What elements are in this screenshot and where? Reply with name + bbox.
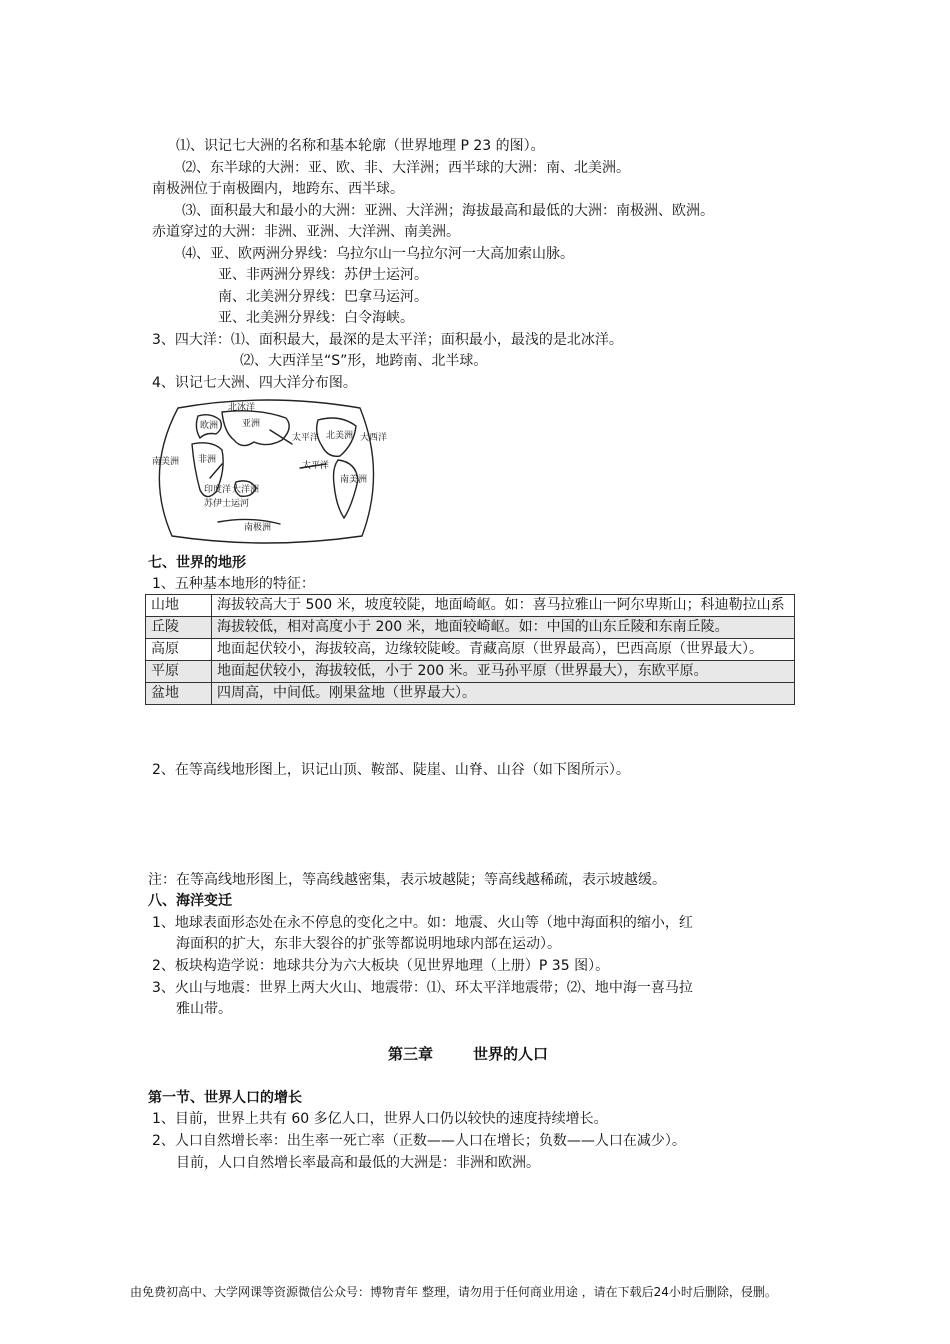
terrain-name: 高原 bbox=[146, 639, 212, 661]
map-arrow-1 bbox=[270, 430, 292, 444]
continent-line-6: ⑷、亚、欧两洲分界线：乌拉尔山一乌拉尔河一大高加索山脉。 bbox=[182, 246, 574, 262]
ocean-change-line-3b: 雅山带。 bbox=[176, 1001, 232, 1017]
contour-note: 注：在等高线地形图上，等高线越密集，表示坡越陡；等高线越稀疏，表示坡越缓。 bbox=[148, 872, 666, 888]
terrain-table bbox=[145, 594, 795, 705]
map-label-antarctica: 南极洲 bbox=[244, 523, 272, 533]
chapter-name: 世界的人口 bbox=[473, 1045, 549, 1063]
chapter-title bbox=[388, 1044, 548, 1064]
continent-line-1: ⑴、识记七大洲的名称和基本轮廓（世界地理 P 23 的图）。 bbox=[176, 138, 545, 154]
terrain-row bbox=[146, 661, 795, 683]
terrain-row bbox=[146, 617, 795, 639]
terrain-desc: 地面起伏较小，海拔较低，小于 200 米。亚马孙平原（世界最大），东欧平原。 bbox=[212, 661, 795, 683]
terrain-desc: 海拔较低，相对高度小于 200 米，地面较崎岖。如：中国的山东丘陵和东南丘陵。 bbox=[212, 617, 795, 639]
map-arrow-3 bbox=[210, 464, 222, 478]
footer-note: 由免费初高中、大学网课等资源微信公众号：博物青年 整理，请勿用于任何商业用途 ，请在下载后24小时后删除，侵删。 bbox=[130, 1285, 777, 1299]
map-label-south-america: 南美洲 bbox=[340, 475, 368, 485]
map-label-north-america: 北美洲 bbox=[326, 431, 354, 441]
ocean-change-line-1: 1、地球表面形态处在永不停息的变化之中。如：地震、火山等（地中海面积的缩小，红 bbox=[152, 915, 693, 931]
contour-line: 2、在等高线地形图上，识记山顶、鞍部、陡崖、山脊、山谷（如下图所示）。 bbox=[152, 762, 630, 778]
map-label-africa: 非洲 bbox=[198, 455, 217, 465]
ocean-change-line-3: 3、火山与地震：世界上两大火山、地震带：⑴、环太平洋地震带；⑵、地中海一喜马拉 bbox=[152, 980, 693, 996]
map-southamerica-outline bbox=[334, 460, 359, 518]
continent-line-9: 亚、北美洲分界线：白令海峡。 bbox=[218, 310, 414, 326]
terrain-desc: 海拔较高大于 500 米，坡度较陡，地面崎岖。如：喜马拉雅山一阿尔卑斯山；科迪勒拉山系 bbox=[212, 595, 795, 617]
map-label-arctic: 北冰洋 bbox=[228, 403, 256, 413]
terrain-desc: 地面起伏较小，海拔较高，边缘较陡峻。青藏高原（世界最高），巴西高原（世界最大）。 bbox=[212, 639, 795, 661]
terrain-name: 盆地 bbox=[146, 683, 212, 705]
map-label-south-america-left: 南美洲 bbox=[152, 457, 180, 467]
ocean-change-heading: 八、海洋变迁 bbox=[148, 893, 232, 909]
terrain-intro: 1、五种基本地形的特征： bbox=[152, 576, 315, 592]
terrain-row bbox=[146, 639, 795, 661]
continent-line-5: 赤道穿过的大洲：非洲、亚洲、大洋洲、南美洲。 bbox=[152, 224, 460, 240]
map-label-indian: 印度洋 bbox=[204, 485, 232, 495]
map-label-pacific: 太平洋 bbox=[292, 433, 320, 443]
chapter-number: 第三章 bbox=[388, 1045, 434, 1063]
terrain-heading: 七、世界的地形 bbox=[148, 555, 246, 571]
ocean-change-line-2: 2、板块构造学说：地球共分为六大板块（见世界地理（上册）P 35 图）。 bbox=[152, 958, 610, 974]
terrain-desc: 四周高，中间低。刚果盆地（世界最大）。 bbox=[212, 683, 795, 705]
map-label-suez: 苏伊士运河 bbox=[204, 499, 250, 509]
ocean-change-line-1b: 海面积的扩大，东非大裂谷的扩张等都说明地球内部在运动）。 bbox=[176, 936, 561, 952]
map-label-europe: 欧洲 bbox=[200, 421, 219, 431]
terrain-row bbox=[146, 683, 795, 705]
ocean-line-2: ⑵、大西洋呈“S”形，地跨南、北半球。 bbox=[240, 353, 488, 369]
continent-line-3: 南极洲位于南极圈内，地跨东、西半球。 bbox=[152, 181, 404, 197]
continent-line-7: 亚、非两洲分界线：苏伊士运河。 bbox=[218, 267, 428, 283]
continent-line-2: ⑵、东半球的大洲：亚、欧、非、大洋洲；西半球的大洲：南、北美洲。 bbox=[182, 160, 630, 176]
terrain-name: 山地 bbox=[146, 595, 212, 617]
terrain-row bbox=[146, 595, 795, 617]
terrain-name: 平原 bbox=[146, 661, 212, 683]
population-line-3: 目前，人口自然增长率最高和最低的大洲是：非洲和欧洲。 bbox=[176, 1155, 540, 1171]
ocean-line-3: 4、识记七大洲、四大洋分布图。 bbox=[152, 375, 357, 391]
map-label-pacific-right: 太平洋 bbox=[302, 461, 330, 471]
population-line-2: 2、人口自然增长率：出生率一死亡率（正数——人口在增长；负数——人口在减少）。 bbox=[152, 1133, 686, 1149]
continent-line-4: ⑶、面积最大和最小的大洲：亚洲、大洋洲；海拔最高和最低的大洲：南极洲、欧洲。 bbox=[182, 203, 714, 219]
world-map-sketch bbox=[150, 398, 388, 546]
population-heading: 第一节、世界人口的增长 bbox=[148, 1090, 302, 1106]
population-line-1: 1、目前，世界上共有 60 多亿人口，世界人口仍以较快的速度持续增长。 bbox=[152, 1111, 608, 1127]
map-label-oceania: 大洋洲 bbox=[232, 485, 260, 495]
terrain-name: 丘陵 bbox=[146, 617, 212, 639]
map-label-asia: 亚洲 bbox=[242, 419, 261, 429]
ocean-line-1: 3、四大洋：⑴、面积最大，最深的是太平洋；面积最小，最浅的是北冰洋。 bbox=[152, 332, 623, 348]
continent-line-8: 南、北美洲分界线：巴拿马运河。 bbox=[218, 289, 428, 305]
map-label-atlantic: 大西洋 bbox=[360, 433, 388, 443]
